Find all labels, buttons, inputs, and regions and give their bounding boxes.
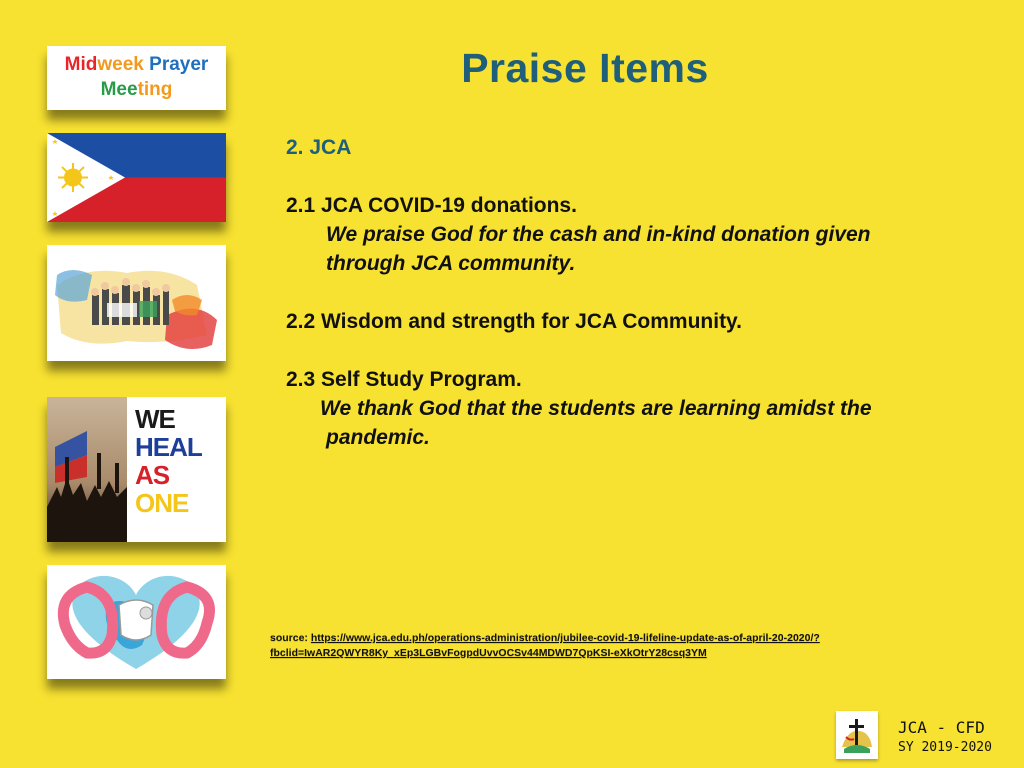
item-1-body-line1: We praise God for the cash and in-kind donation given: [326, 223, 871, 246]
item-3-title: 2.3 Self Study Program.: [286, 368, 522, 391]
school-year: SY 2019-2020: [898, 740, 992, 755]
tile-title-line2: [47, 77, 226, 102]
section-heading: 2. JCA: [286, 136, 352, 159]
item-2-title: 2.2 Wisdom and strength for JCA Community.: [286, 310, 743, 333]
heal-word-we: WE: [135, 404, 175, 434]
heal-word-one: ONE: [135, 488, 189, 518]
source-link-line1[interactable]: https://www.jca.edu.ph/operations-administration/jubilee-covid-19-lifeline-update-as-of-april-20-2020/?: [310, 632, 820, 644]
item-3-body-line1: We thank God that the students are learning amidst the: [320, 397, 872, 420]
tile-word: Mid: [64, 54, 98, 75]
frontliners-illustration-image: [47, 245, 226, 361]
heal-word-as: AS: [135, 460, 170, 490]
source-link-line2[interactable]: fbclid=IwAR2QWYR8Ky_xEp3LGBvFogpdUvvOCSv44MDWD7QpKSI-eXkOtrY28csq3YM: [270, 647, 707, 659]
heart-mask-image: [47, 565, 226, 679]
midweek-prayer-meeting-tile: [47, 46, 226, 110]
item-1-title: 2.1 JCA COVID-19 donations.: [286, 194, 577, 217]
tile-word: week: [97, 54, 144, 75]
tile-title-line1: [47, 52, 226, 77]
we-heal-as-one-image: [47, 397, 226, 542]
organization-label: [898, 718, 992, 758]
page-title: Praise Items: [461, 45, 709, 91]
tile-word: Prayer: [143, 54, 209, 75]
tile-word: Mee: [100, 79, 138, 100]
source-label: source:: [270, 632, 311, 644]
philippine-flag-image: [47, 133, 226, 222]
item-1-body-line2: through JCA community.: [326, 252, 576, 275]
heal-word-heal: HEAL: [135, 432, 202, 462]
praise-content: [286, 133, 996, 452]
jca-cfd-logo: [836, 711, 878, 759]
source-citation: [270, 631, 930, 661]
org-name: JCA - CFD: [898, 718, 985, 737]
tile-word: ting: [137, 79, 173, 100]
item-3-body: [286, 394, 996, 452]
we-heal-as-one-text: [135, 405, 202, 517]
item-3-body-line2: pandemic.: [326, 426, 430, 449]
